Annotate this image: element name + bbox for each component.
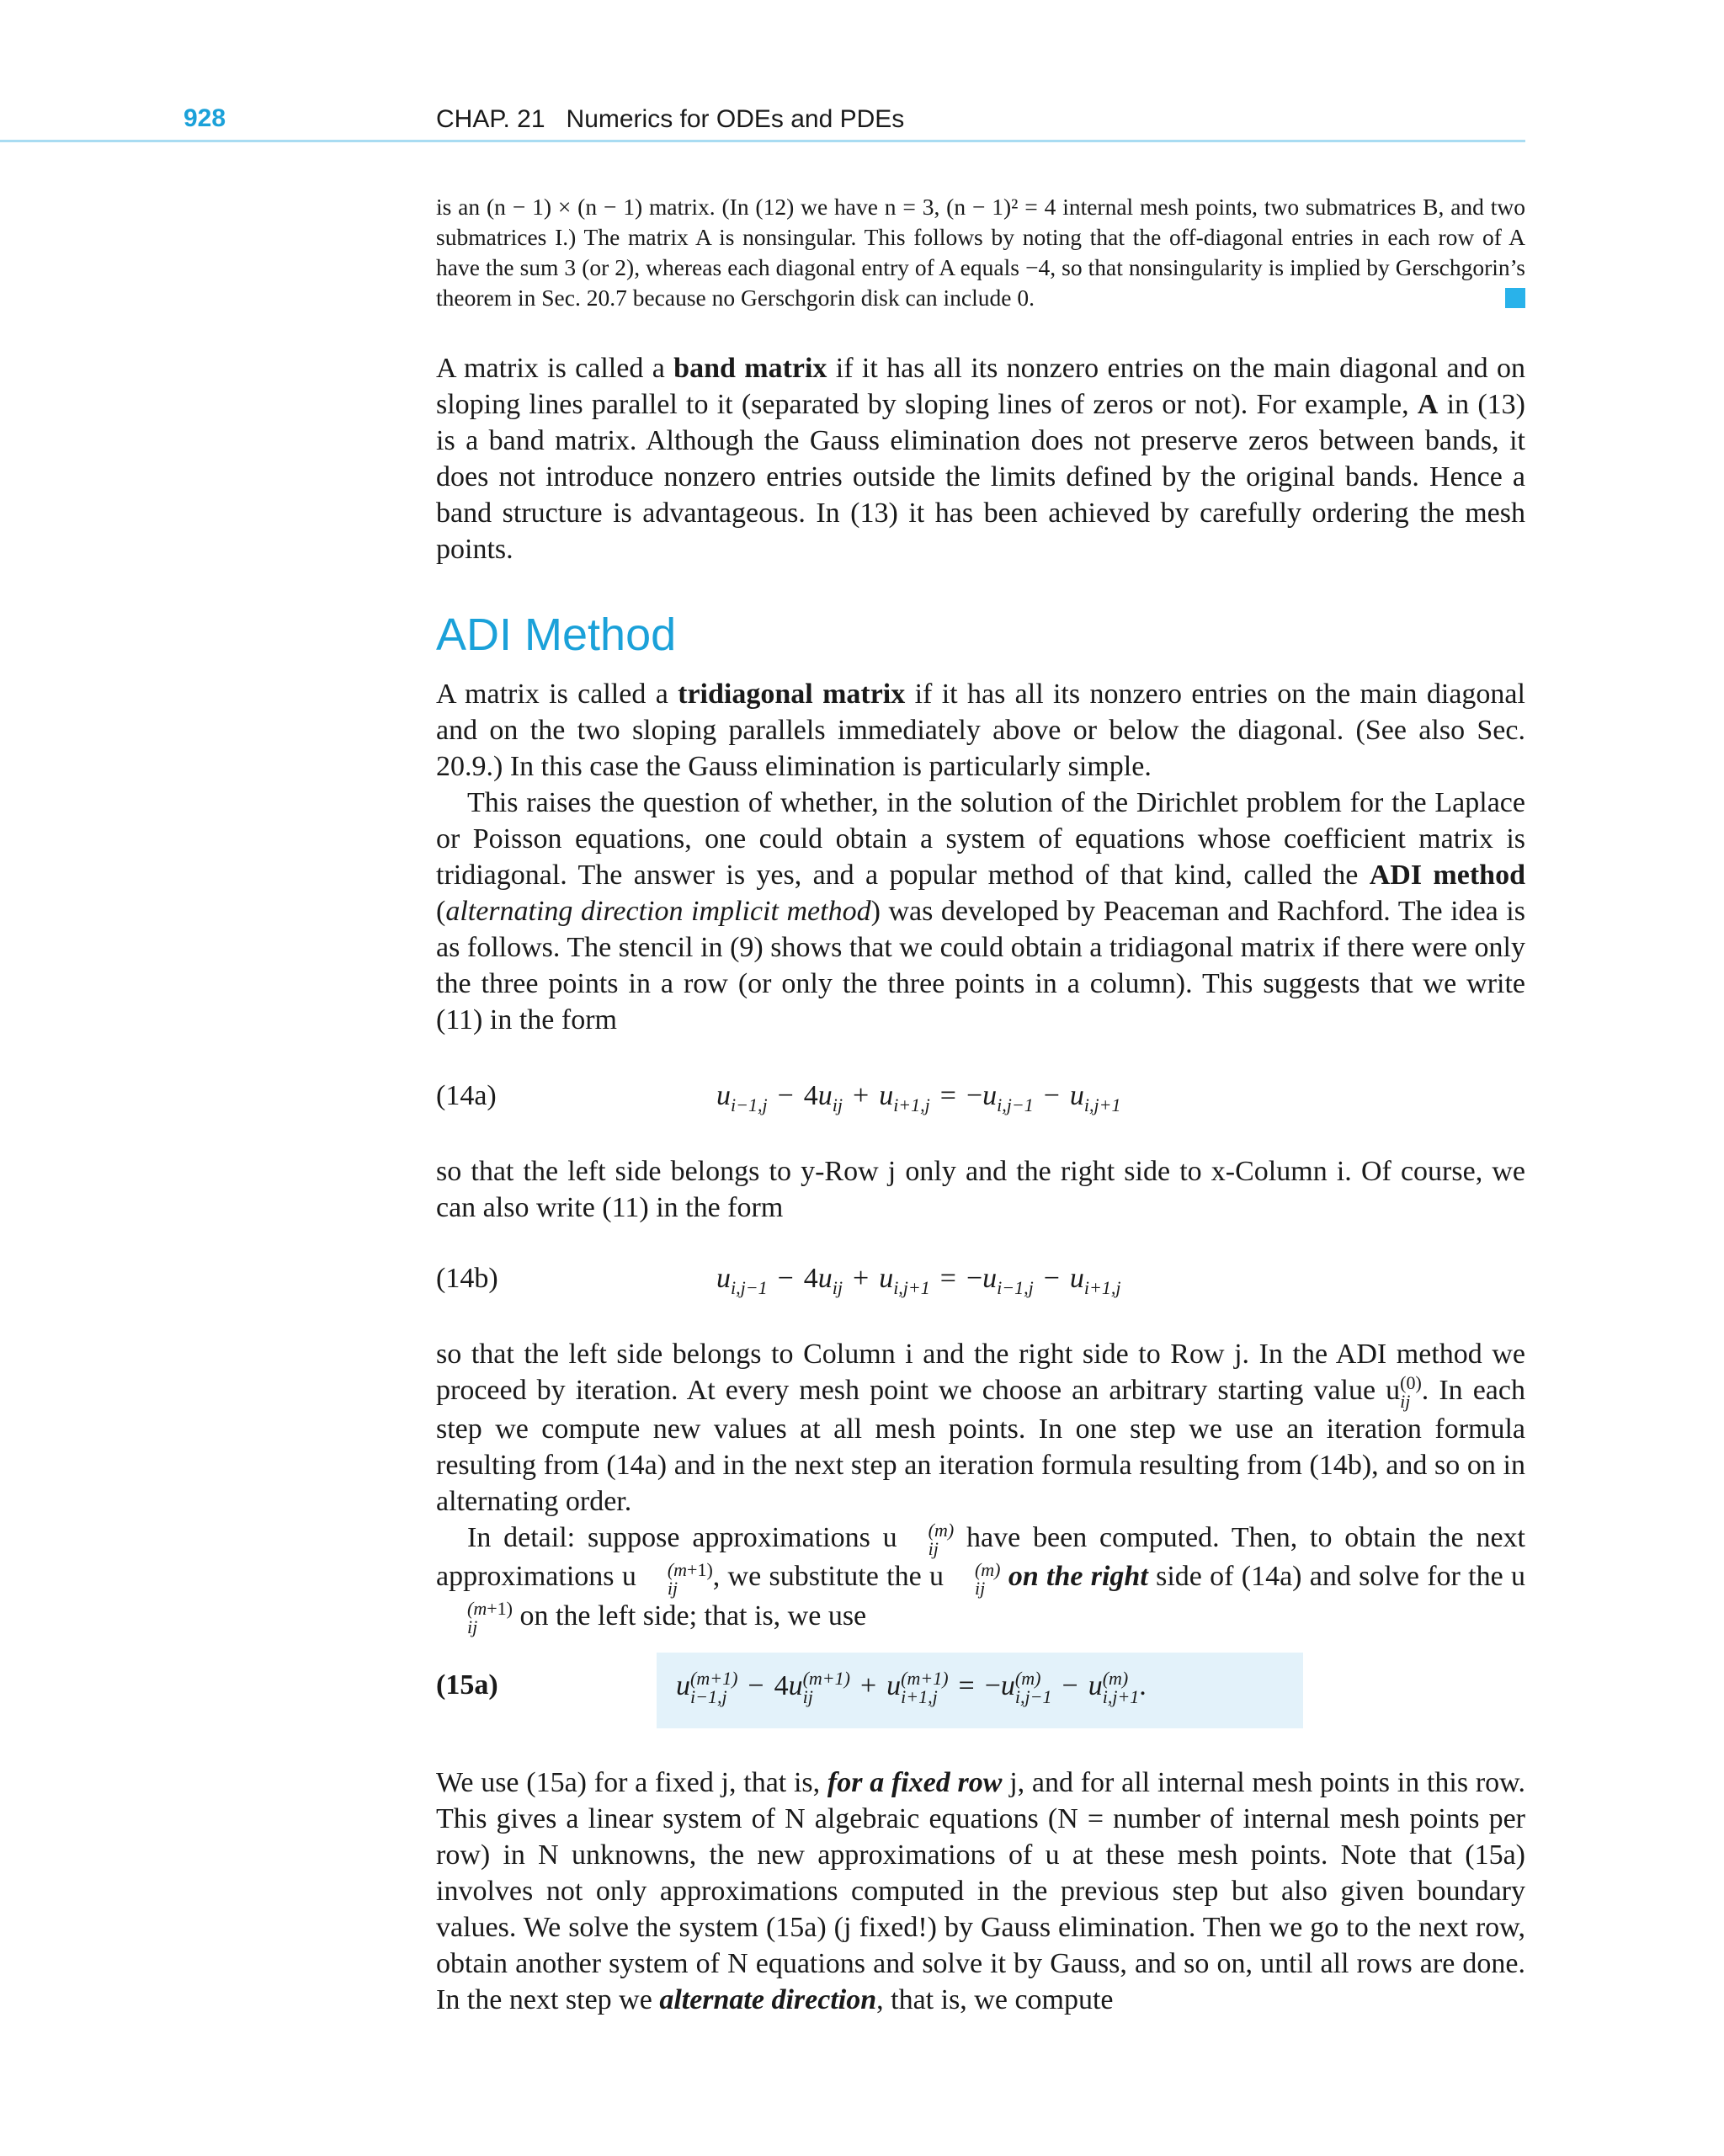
detail-paragraph	[436, 1520, 1525, 1637]
band-term: band matrix	[673, 353, 827, 384]
tri-lead: A matrix is called a	[436, 679, 678, 710]
fixed-row-emphasis: for a fixed row	[827, 1767, 1003, 1798]
tri-rest: if it has all its nonzero entries on the main diagonal and on the two sloping parallels immediately above or below the diagonal. (See also Sec. 20.9.) In this case the Gauss elimination is particularly simple.	[436, 679, 1525, 782]
alternate-direction-emphasis: alternate direction	[659, 1984, 877, 2015]
band-mid: if it has all its nonzero entries on the main diagonal and on sloping lines parallel to it (separated by sloping lines of zeros or not). For example,	[436, 353, 1525, 420]
adi-term: ADI method	[1369, 860, 1525, 891]
equation-14b-body: $u_{i,j-1} - 4u_{ij} + u_{i,j+1} = -u_{i-1,j} - u_{i+1,j}$	[716, 1263, 1121, 1298]
u-zero-superscript: (0) ij	[1400, 1372, 1422, 1413]
page-header	[0, 104, 1525, 141]
adi-lead: This raises the question of whether, in the solution of the Dirichlet problem for the Laplace or Poisson equations, one could obtain a system of equations whose coefficient matrix is tridiagonal. The answer is yes, and a popular method of that kind, called the	[436, 787, 1525, 891]
adi-rest: ) was developed by Peaceman and Rachford. The idea is as follows. The stencil in (9) shows that we could obtain a tridiagonal matrix if there were only the three points in a row (or only the three points in a column). This suggests that we write (11) in the form	[436, 896, 1525, 1035]
after-14a-paragraph	[436, 1153, 1525, 1226]
example-end-body: is an (n − 1) × (n − 1) matrix. (In (12) we have n = 3, (n − 1)² = 4 internal mesh points, two submatrices B, and two submatrices I.) The matrix A is nonsingular. This follows by noting that the off-diagonal entries in each row of A have the sum 3 (or 2), whereas each diagonal entry of A equals −4, so that nonsingularity is implied by Gerschgorin’s theorem in Sec. 20.7 because no Gerschgorin disk can include 0.	[436, 194, 1525, 311]
page-number: 928	[184, 104, 226, 132]
on-the-right-emphasis: on the right	[1008, 1561, 1148, 1593]
u-m1-index: (m+1) ij	[667, 1558, 713, 1599]
end-of-example-icon	[1505, 288, 1525, 308]
equation-14a-body: $u_{i-1,j} - 4u_{ij} + u_{i+1,j} = -u_{i,j-1} - u_{i,j+1}$	[716, 1080, 1121, 1115]
header-rule	[0, 140, 1525, 142]
adi-paren: (	[436, 896, 446, 927]
after-14b-paragraph	[436, 1336, 1525, 1637]
band-rest: in (13) is a band matrix. Although the Gauss elimination does not preserve zeros between bands, it does not introduce nonzero entries outside the limits defined by the original bands. Hence a band structure is advantageous. In (13) it has been achieved by carefully ordering the mesh points.	[436, 389, 1526, 565]
section-heading: ADI Method	[436, 610, 677, 660]
after-14b-text-1: so that the left side belongs to Column i and the right side to Row j. In the ADI method we proceed by iteration. At every mesh point we choose an arbitrary starting value u	[436, 1339, 1525, 1406]
final-text-2: j, and for all internal mesh points in this row. This gives a linear system of N algebraic equations (N = number of internal mesh points per row) in N unknowns, the new approximations of u at these mesh points. Note that (15a) involves not only approximations computed in the previous step but also given boundary values. We solve the system (15a) (j fixed!) by Gauss elimination. Then we go to the next row, obtain another system of N equations and solve it by Gauss, and so on, until all rows are done. In the next step we	[436, 1767, 1526, 2015]
u-m1-index-2: (m+1) ij	[467, 1597, 513, 1637]
band-lead: A matrix is called a	[436, 353, 674, 384]
adi-term-italic: alternating direction implicit method	[445, 896, 871, 927]
final-text-3: , that is, we compute	[876, 1984, 1114, 2015]
final-text-1: We use (15a) for a fixed j, that is,	[436, 1767, 827, 1798]
equation-14b-label: (14b)	[436, 1263, 498, 1294]
example-end-text	[436, 192, 1525, 313]
detail-text-1: In detail: suppose approximations u	[467, 1522, 897, 1554]
tri-term: tridiagonal matrix	[678, 679, 906, 710]
final-paragraph	[436, 1765, 1525, 2018]
detail-text-2: have been computed. Then, to obtain the next approximations u	[436, 1522, 1525, 1593]
detail-text-4: side of (14a) and solve for the u	[1147, 1561, 1525, 1593]
adi-paragraph	[436, 785, 1525, 1038]
equation-14b	[436, 1263, 1525, 1305]
detail-text-5: on the left side; that is, we use	[512, 1600, 867, 1632]
running-head: CHAP. 21 Numerics for ODEs and PDEs	[436, 105, 905, 133]
equation-14a-label: (14a)	[436, 1080, 497, 1111]
band-matrix-symbol: A	[1417, 389, 1439, 420]
equation-15a-body: u (m+1) i−1,j − 4u (m+1) ij + u (m+1) i+1,j = −u (m) i,j−1 − u (m) i,j+1 .	[676, 1668, 1147, 1707]
equation-15a-label: (15a)	[436, 1669, 498, 1701]
equation-15a	[436, 1669, 1525, 1711]
tridiagonal-paragraph	[436, 676, 1525, 1038]
band-paragraph	[436, 350, 1525, 567]
after-14b-text-2: . In each step we compute new values at all mesh points. In one step we use an iteration formula resulting from (14a) and in the next step an iteration formula resulting from (14b), and so on in alternating order.	[436, 1375, 1525, 1518]
u-m-index: (m) ij	[928, 1520, 955, 1560]
u-m-index-2: (m) ij	[974, 1558, 1001, 1599]
after-14a-text: so that the left side belongs to y-Row j only and the right side to x-Column i. Of course, we can also write (11) in the form	[436, 1156, 1525, 1223]
detail-text-3: , we substitute the u	[712, 1561, 944, 1593]
equation-14a	[436, 1080, 1525, 1122]
